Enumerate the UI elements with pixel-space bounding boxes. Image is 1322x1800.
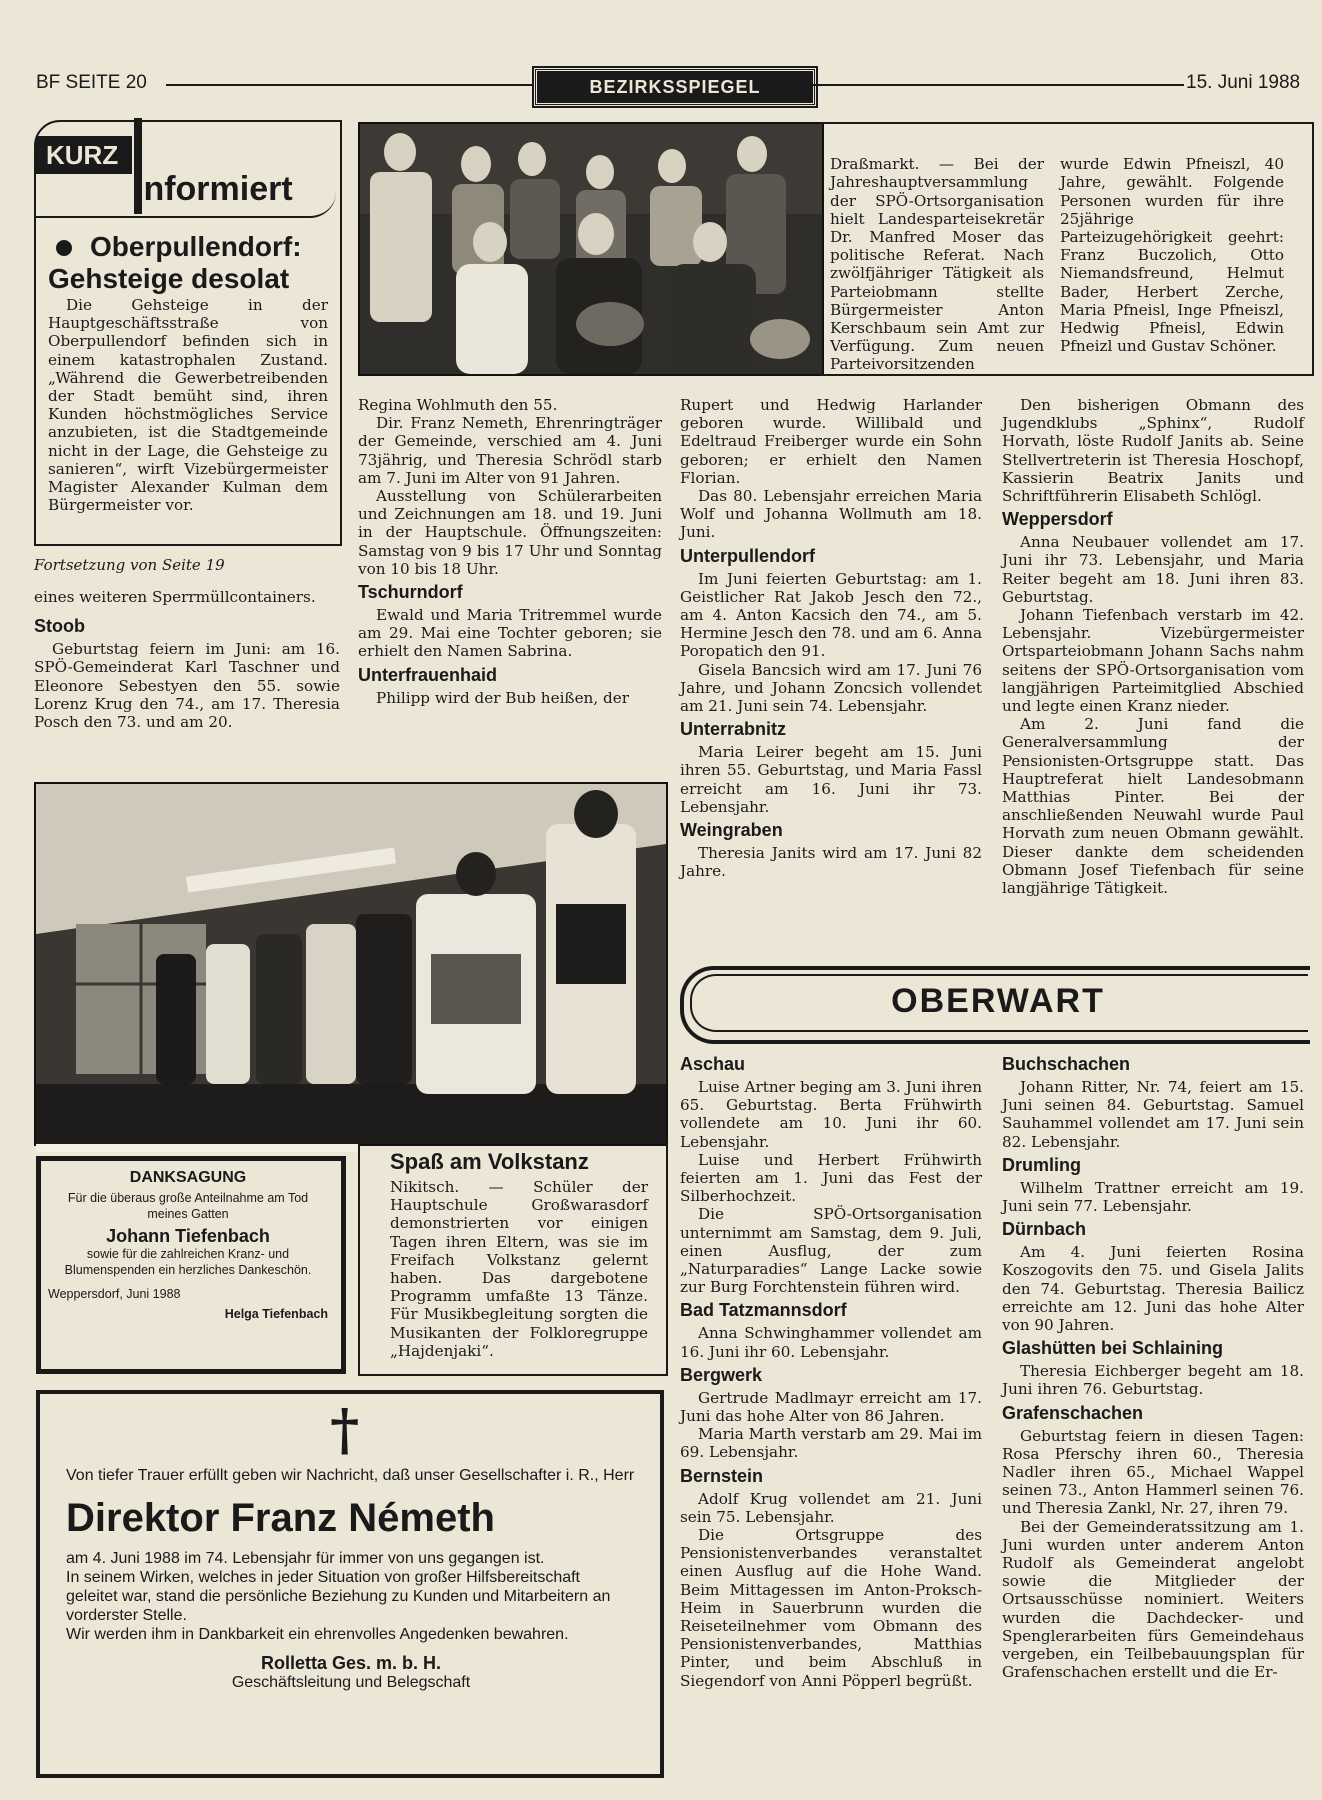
bullet-dot-icon bbox=[56, 240, 72, 256]
heading-unterrabnitz: Unterrabnitz bbox=[680, 719, 787, 740]
tschurndorf-text: Ewald und Maria Tritremmel wurde am 29. Mai eine Tochter geboren; sie erhielt den Namen Sabrina. bbox=[358, 606, 662, 661]
kurz-headline-2: Gehsteige desolat bbox=[48, 263, 290, 294]
heading-durnbach: Dürnbach bbox=[1002, 1219, 1087, 1240]
continuation-text: eines weiteren Sperrmüllcontainers. bbox=[34, 588, 316, 606]
col2-p3: Ausstellung von Schülerarbeiten und Zeichnungen am 18. und 19. Juni in der Hauptschule. Öffnungszeiten: Samstag von 9 bis 17 Uhr und Sonntag von 10 bis 18 Uhr. bbox=[358, 487, 662, 578]
drassmarkt-text-a: Draßmarkt. — Bei der Jahreshauptversammlung der SPÖ-Ortsorganisation hielt Landesparteisekretär Dr. Manfred Moser das politische Referat. Nach zwölfjähriger Tätigkeit als Parteiobmann stellte Bürgermeister Anton Kerschbaum sein Amt zur Verfügung. Zum neuen Parteivorsitzenden bbox=[830, 155, 1044, 374]
bergwerk-p2: Maria Marth verstarb am 29. Mai im 69. Lebensjahr. bbox=[680, 1425, 982, 1462]
col3 bbox=[680, 396, 982, 880]
heading-stoob: Stoob bbox=[34, 616, 85, 637]
aschau-p3: Die SPÖ-Ortsorganisation unternimmt am Samstag, dem 9. Juli, einen Ausflug, der zum „Naturparadies“ Lange Lacke sowie zur Burg Forchtenstein führen wird. bbox=[680, 1205, 982, 1297]
kurz-logo-swoosh bbox=[36, 192, 336, 218]
drumling-text: Wilhelm Trattner erreicht am 19. Juni sein 77. Lebensjahr. bbox=[1002, 1178, 1304, 1216]
group-photo bbox=[358, 122, 824, 376]
section-banner bbox=[534, 68, 816, 106]
heading-buchschachen: Buchschachen bbox=[1002, 1054, 1131, 1074]
kurz-headline-1: Oberpullendorf: bbox=[90, 231, 302, 262]
volkstanz-photo-image bbox=[36, 784, 666, 1144]
volkstanz-photo bbox=[34, 782, 668, 1146]
ow-right bbox=[1002, 1050, 1304, 1681]
grafen-p1: Geburtstag feiern in diesen Tagen: Rosa Pferschy ihren 60., Theresia Nadler ihren 65., Michael Wappel seinen 73., Anton Hammerl seinen 76. und Theresia Zankl, Nr. 27, ihren 79. bbox=[1002, 1426, 1304, 1518]
obituary-sign: Geschäftsleitung und Belegschaft bbox=[231, 1674, 471, 1691]
durnbach-text: Am 4. Juni feierten Rosina Koszogovits den 75. und Gisela Jalits den 74. Geburtstag. Theresia Bailicz erreichte am 12. Juni das hohe Alter von 90 Jahren. bbox=[1002, 1243, 1304, 1335]
volkstanz-caption bbox=[390, 1148, 648, 1360]
header-rule-left bbox=[166, 84, 534, 86]
col3-p2: Das 80. Lebensjahr erreichen Maria Wolf und Johanna Wollmuth am 18. Juni. bbox=[680, 487, 982, 542]
aschau-p1: Luise Artner beging am 3. Juni ihren 65. Geburtstag. Berta Frühwirth vollendete am 10. Juni ihr 60. Lebensjahr. bbox=[680, 1078, 982, 1151]
obituary-name: Direktor Franz Németh bbox=[66, 1496, 495, 1540]
drassmarkt-col-b bbox=[1060, 140, 1284, 371]
col4-p1: Den bisherigen Obmann des Jugendklubs „Sphinx“, Rudolf Horvath, löste Rudolf Janits ab. Seine Stellvertreterin ist Theresia Hoschopf, Kassierin Beatrix Janits und Schriftführerin Elisabeth Schlögl. bbox=[1002, 396, 1304, 506]
danksagung-line1: Für die überaus große Anteilnahme am Tod meines Gatten bbox=[67, 1191, 309, 1221]
bergwerk-p1: Gertrude Madlmayr erreicht am 17. Juni das hohe Alter von 86 Jahren. bbox=[680, 1388, 982, 1426]
obituary-cross: † bbox=[330, 1397, 360, 1463]
header-rule-right bbox=[812, 84, 1184, 86]
informiert-logo-text: Informiert bbox=[134, 170, 293, 208]
heading-drumling: Drumling bbox=[1002, 1154, 1081, 1175]
unterfrauenhaid-text: Philipp wird der Bub heißen, der bbox=[376, 688, 629, 707]
drassmarkt-text-b: wurde Edwin Pfneiszl, 40 Jahre, gewählt. Folgende Personen wurden für ihre 25jährige Parteizugehörigkeit geehrt: Franz Buczolich, Otto Niemandsfreund, Helmut Bader, Herbert Zerche, Maria Pfneisl, Inge Pfneiszl, Hedwig Pfneisl, Edwin Pfneizl und Gustav Schöner. bbox=[1060, 155, 1284, 356]
heading-aschau: Aschau bbox=[680, 1054, 746, 1074]
weingraben-text: Theresia Janits wird am 17. Juni 82 Jahre. bbox=[680, 844, 982, 881]
unterpullendorf-p1: Im Juni feierten Geburtstag: am 1. Geistlicher Rat Jakob Jesch den 72., am 4. Anton Kacsich den 74., am 5. Hermine Jesch den 78. und am 6. Anna Poropatich den 91. bbox=[680, 569, 982, 661]
danksagung-place: Weppersdorf, Juni 1988 bbox=[48, 1287, 181, 1301]
obituary-p1: am 4. Juni 1988 im 74. Lebensjahr für immer von uns gegangen ist. bbox=[66, 1550, 545, 1567]
danksagung-name: Johann Tiefenbach bbox=[106, 1226, 270, 1246]
page-date: 15. Juni 1988 bbox=[1186, 72, 1301, 93]
obituary-intro: Von tiefer Trauer erfüllt geben wir Nachricht, daß unser Gesellschafter i. R., Herr bbox=[66, 1467, 635, 1484]
buchschachen-text: Johann Ritter, Nr. 74, feiert am 15. Juni seinen 84. Geburtstag. Samuel Sauhammel vollendet am 17. Juni sein 82. Lebensjahr. bbox=[1002, 1078, 1304, 1151]
obituary-p2: In seinem Wirken, welches in jeder Situation von großer Hilfsbereitschaft geleitet war, stand die persönliche Beziehung zu Kunden und Mitarbeitern an vorderster Stelle. bbox=[66, 1569, 611, 1624]
obituary-content bbox=[66, 1466, 636, 1692]
ow-left bbox=[680, 1050, 982, 1690]
page-header-left: BF SEITE 20 bbox=[36, 72, 147, 93]
danksagung-title: DANKSAGUNG bbox=[129, 1169, 247, 1186]
heading-glashutten: Glashütten bei Schlaining bbox=[1002, 1338, 1224, 1359]
heading-bernstein: Bernstein bbox=[680, 1465, 764, 1486]
heading-unterfrauenhaid: Unterfrauenhaid bbox=[358, 664, 498, 685]
unterpullendorf-p2: Gisela Bancsich wird am 17. Juni 76 Jahre, und Johann Zoncsich vollendet am 21. Juni sein 74. Lebensjahr. bbox=[680, 660, 982, 716]
obituary-p3: Wir werden ihm in Dankbarkeit ein ehrenvolles Angedenken bewahren. bbox=[66, 1626, 569, 1643]
weppersdorf-p2: Johann Tiefenbach verstarb im 42. Lebensjahr. Vizebürgermeister Ortsparteiobmann Johann Sachs nahm seitens der SPÖ-Ortsorganisation vom langjährigen Parteimitglied Abschied und legte einen Kranz nieder. bbox=[1002, 606, 1304, 716]
aschau-p2: Luise und Herbert Frühwirth feierten am 1. Juni das Fest der Silberhochzeit. bbox=[680, 1150, 982, 1206]
heading-tschurndorf: Tschurndorf bbox=[358, 582, 463, 603]
col2-p2: Dir. Franz Nemeth, Ehrenringträger der Gemeinde, verschied am 4. Juni 73jährig, und Theresia Schrödl starb am 7. Juni im Alter von 91 Jahren. bbox=[358, 414, 662, 487]
heading-grafenschachen: Grafenschachen bbox=[1002, 1402, 1144, 1423]
danksagung-signature: Helga Tiefenbach bbox=[224, 1307, 328, 1321]
weppersdorf-p3: Am 2. Juni fand die Generalversammlung der Pensionisten-Ortsgruppe statt. Das Hauptreferat hielt Landesobmann Matthias Pinter. Bei der anschließenden Neuwahl wurde Paul Horvath zum neuen Obmann gewählt. Dieser dankte dem scheidenden Obmann Josef Tiefenbach für seine langjährige Tätigkeit. bbox=[1002, 715, 1304, 898]
oberwart-title: OBERWART bbox=[891, 982, 1105, 1020]
col4 bbox=[1002, 396, 1304, 897]
volkstanz-text: Nikitsch. — Schüler der Hauptschule Großwarasdorf demonstrierten vor einigen Tagen ihren Eltern, was sie im Freifach Volkstanz gelernt haben. Das dargebotene Programm umfaßte 13 Tänze. Für Musikbegleitung sorgten die Musikanten der Folkloregruppe „Hajdenjaki“. bbox=[390, 1178, 648, 1360]
unterrabnitz-text: Maria Leirer begeht am 15. Juni ihren 55. Geburtstag, und Maria Fassl erreicht am 16. Juni ihr 73. Lebensjahr. bbox=[680, 743, 982, 816]
weppersdorf-p1: Anna Neubauer vollendet am 17. Juni ihr 73. Lebensjahr, und Maria Reiter begeht am 18. Juni ihren 83. Geburtstag. bbox=[1002, 533, 1304, 606]
bernstein-p1: Adolf Krug vollendet am 21. Juni sein 75. Lebensjahr. bbox=[680, 1489, 982, 1526]
col2 bbox=[358, 396, 662, 707]
drassmarkt-col-a bbox=[830, 140, 1044, 389]
tatz-text: Anna Schwinghammer vollendet am 16. Juni ihr 60. Lebensjahr. bbox=[680, 1324, 982, 1361]
heading-unterpullendorf: Unterpullendorf bbox=[680, 545, 815, 566]
col2-p1: Regina Wohlmuth den 55. bbox=[358, 396, 558, 414]
danksagung-line2: sowie für die zahlreichen Kranz- und Blumenspenden ein herzliches Dankeschön. bbox=[64, 1247, 312, 1277]
danksagung-content bbox=[48, 1170, 328, 1322]
heading-weingraben: Weingraben bbox=[680, 820, 783, 841]
fortsetzung-note: Fortsetzung von Seite 19 bbox=[34, 556, 225, 574]
kurz-paragraph: Die Gehsteige in der Hauptgeschäftsstraße von Oberpullendorf befinden sich in einem katastrophalen Zustand. „Während die Gewerbetreibenden der Stadt bemüht sind, ihren Kunden höchstmögliches Service anzubieten, ist die Stadtgemeinde nicht in der Lage, die Gehsteige zu sanieren“, wirft Vizebürgermeister Magister Alexander Kulman dem Bürgermeister vor. bbox=[48, 296, 328, 515]
col3-p1: Rupert und Hedwig Harlander geboren wurde. Willibald und Edeltraud Freiberger wurde ein Sohn geboren; er erhielt den Namen Florian. bbox=[680, 396, 982, 487]
kurz-logo-text: KURZ bbox=[46, 140, 119, 170]
section-title: BEZIRKSSPIEGEL bbox=[589, 77, 761, 97]
heading-weppersdorf: Weppersdorf bbox=[1002, 509, 1113, 530]
bernstein-p2: Die Ortsgruppe des Pensionistenverbandes veranstaltet einen Ausflug auf die Hohe Wand. Beim Mittagessen im Anton-Proksch-Heim in Sauerbrunn wurden die Reiseteilnehmer vom Obmann des Pensionistenverbandes, Matthias Pinter, und beim Abschluß in Siegendorf von Anni Pöpperl begrüßt. bbox=[680, 1526, 982, 1690]
obituary-company: Rolletta Ges. m. b. H. bbox=[260, 1653, 442, 1673]
volkstanz-photo-bottom bbox=[36, 1144, 360, 1152]
kurz-text bbox=[48, 296, 328, 514]
stoob-text: Geburtstag feiern im Juni: am 16. SPÖ-Gemeinderat Karl Taschner und Eleonore Sebestyen den 55. sowie Lorenz Krug den 74., am 17. Theresia Posch den 73. und am 20. bbox=[34, 640, 340, 732]
group-photo-image bbox=[360, 124, 822, 374]
heading-bergwerk: Bergwerk bbox=[680, 1364, 763, 1385]
grafen-p2: Bei der Gemeinderatssitzung am 1. Juni wurden unter anderem Anton Rudolf als Gemeinderat angelobt sowie die Mitglieder der Ortsausschüsse nominiert. Weiters wurden die Dachdecker- und Spenglerarbeiten fürs Gemeindehaus vergeben, ein Teilbebauungsplan für Grafenschachen erstellt und die Er- bbox=[1002, 1517, 1304, 1682]
glas-text: Theresia Eichberger begeht am 18. Juni ihren 76. Geburtstag. bbox=[1002, 1362, 1304, 1399]
heading-bad-tatzmannsdorf: Bad Tatzmannsdorf bbox=[680, 1300, 847, 1321]
col1-lower bbox=[34, 556, 340, 731]
volkstanz-title: Spaß am Volkstanz bbox=[390, 1149, 589, 1174]
